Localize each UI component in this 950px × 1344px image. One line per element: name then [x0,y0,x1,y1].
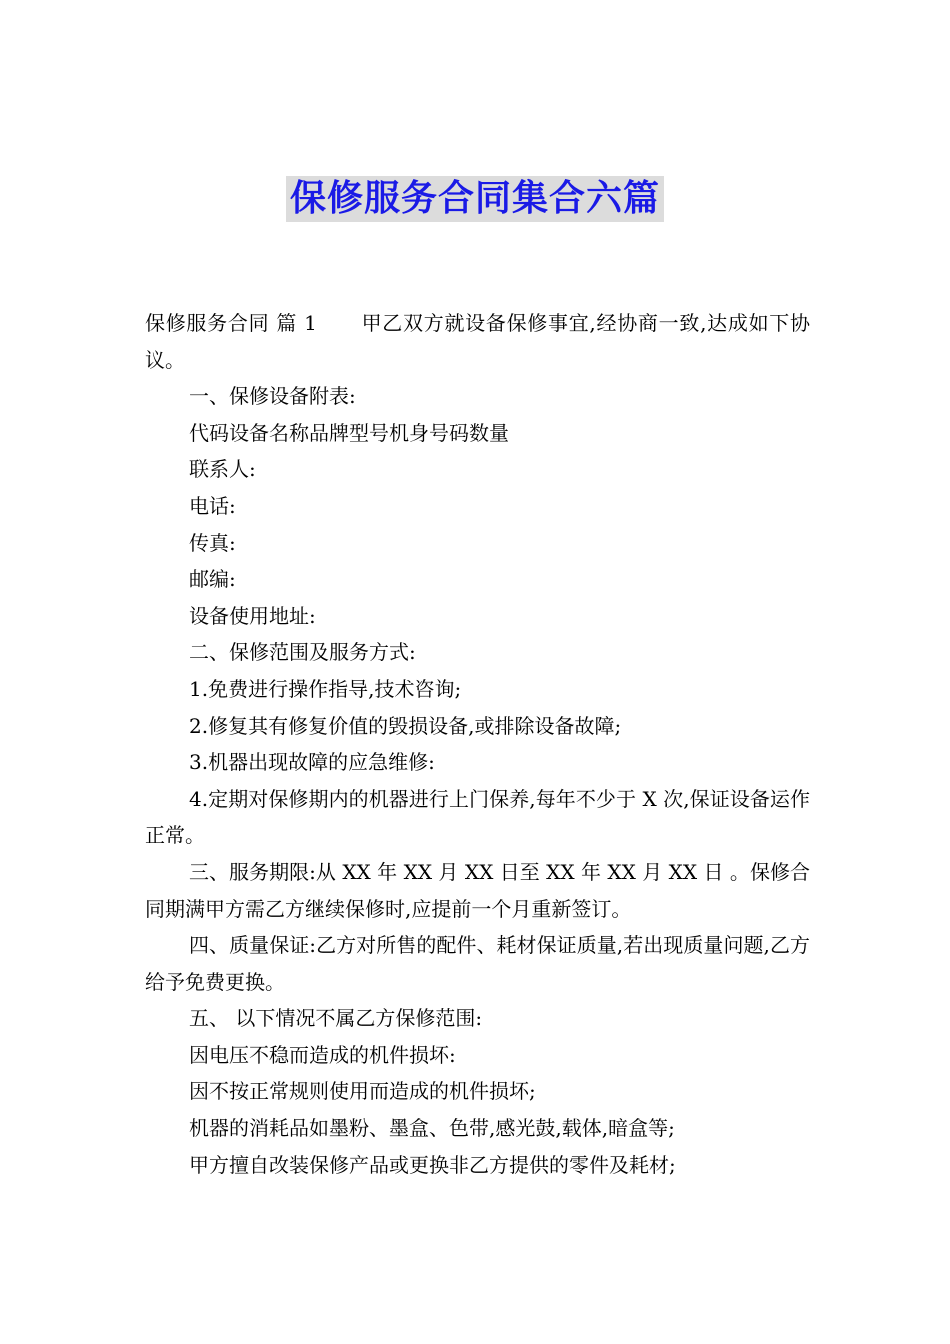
paragraph-4: 电话: [189,493,236,518]
paragraph-14: 四、质量保证:乙方对所售的配件、耗材保证质量,若出现质量问题,乙方给予免费更换。 [145,933,810,994]
paragraph-3: 联系人: [189,457,256,482]
intro-text: 甲乙双方就设备保修事宜,经协商一致,达成如下协议。 [145,311,810,372]
paragraph-2: 代码设备名称品牌型号机身号码数量 [189,420,509,445]
paragraph-6: 邮编: [189,567,236,592]
paragraph-15: 五、 以下情况不属乙方保修范围: [189,1006,483,1031]
paragraph-16: 因电压不稳而造成的机件损坏: [189,1042,456,1067]
intro-paragraph [145,305,810,378]
paragraph-1: 一、保修设备附表: [189,384,356,409]
paragraph-5: 传真: [189,530,236,555]
title-container [0,176,950,222]
paragraph-8: 二、保修范围及服务方式: [189,640,416,665]
paragraph-19: 甲方擅自改装保修产品或更换非乙方提供的零件及耗材; [189,1152,676,1177]
paragraph-18: 机器的消耗品如墨粉、墨盒、色带,感光鼓,载体,暗盒等; [189,1116,675,1141]
paragraph-12: 4.定期对保修期内的机器进行上门保养,每年不少于 X 次,保证设备运作正常。 [145,786,810,848]
paragraph-11: 3.机器出现故障的应急维修: [189,750,435,775]
document-title: 保修服务合同集合六篇 [286,176,664,222]
paragraph-9: 1.免费进行操作指导,技术咨询; [189,676,462,701]
paragraph-13: 三、服务期限:从 XX 年 XX 月 XX 日至 XX 年 XX 月 XX 日 。保修合同期满甲方需乙方继续保修时,应提前一个月重新签订。 [145,859,810,921]
paragraph-10: 2.修复其有修复价值的毁损设备,或排除设备故障; [189,713,622,738]
paragraph-7: 设备使用地址: [189,603,316,628]
intro-heading: 保修服务合同 篇 1 [145,311,317,335]
paragraph-17: 因不按正常规则使用而造成的机件损坏; [189,1079,536,1104]
document-body [145,305,810,1183]
